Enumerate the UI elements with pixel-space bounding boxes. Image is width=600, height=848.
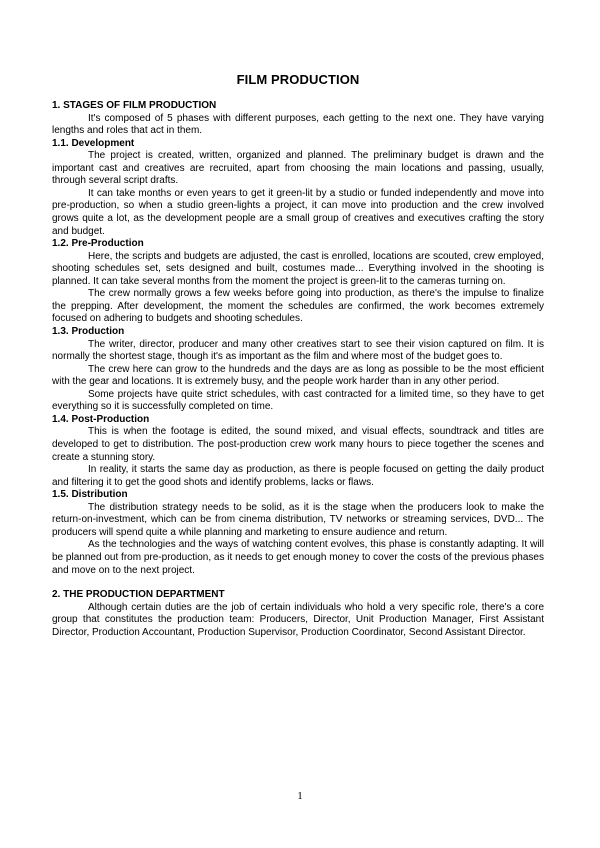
section-heading: 2. THE PRODUCTION DEPARTMENT: [52, 589, 225, 601]
subsection-heading-production: 1.3. Production: [52, 325, 125, 337]
paragraph: It's composed of 5 phases with different purposes, each getting to the next one. They have varying lengths and roles that act in them.: [52, 112, 544, 137]
section-spacer: [52, 577, 544, 589]
paragraph: In reality, it starts the same day as production, as there is people focused on getting the daily product and filtering it to get the good shots and identify problems, lacks or flaws.: [52, 464, 544, 488]
subsection-heading-pre-production: 1.2. Pre-Production: [52, 238, 144, 250]
paragraph: Although certain duties are the job of certain individuals who hold a very specific role, there's a core group that constitutes the production team: Producers, Director, Unit Production Manager, First Assistant Director, Production Accountant, Production Supervisor, Production Coordinator, Second Assistant Director.: [52, 601, 544, 638]
section-heading: 1. STAGES OF FILM PRODUCTION: [52, 100, 217, 111]
paragraph: Here, the scripts and budgets are adjusted, the cast is enrolled, locations are scouted, crew employed, shooting schedules set, sets designed and built, costumes made... Everything involved in the shooting is planned. It can take several months from the moment the project is green-lit to the cameras turning on.: [52, 250, 544, 287]
paragraph: This is when the footage is edited, the sound mixed, and visual effects, soundtrack and titles are developed to get to distribution. The post-production crew work many hours to piece together the scenes and create a stunning story.: [52, 426, 544, 463]
subsection-heading-post-production: 1.4. Post-Production: [52, 413, 150, 425]
paragraph: The project is created, written, organized and planned. The preliminary budget is drawn and the important cast and creatives are recruited, apart from choosing the main locations and passing, usually, through several script drafts.: [52, 150, 544, 187]
subsection-heading-distribution: 1.5. Distribution: [52, 489, 128, 501]
paragraph: The distribution strategy needs to be solid, as it is the stage when the producers look to make the return-on-investment, which can be from cinema distribution, TV networks or streaming services, DVD... The producers will spend quite a while planning and marketing to ensure audience and return.: [52, 501, 544, 538]
paragraph: It can take months or even years to get it green-lit by a studio or funded independently and move into pre-production, so when a studio green-lights a project, it can move into production and the crew involved grows quite a lot, as the development people are a small group of creatives and executives crafting the story and budget.: [52, 187, 544, 237]
section-production-department: [52, 589, 544, 639]
paragraph: As the technologies and the ways of watching content evolves, this phase is constantly adapting. It will be planned out from pre-production, as it needs to get enough money to cover the costs of the previous phases and move on to the next project.: [52, 539, 544, 576]
paragraph: Some projects have quite strict schedules, with cast contracted for a limited time, so they have to get everything so it is successfully completed on time.: [52, 388, 544, 413]
page-number: 1: [297, 790, 303, 802]
subsection-heading-development: 1.1. Development: [52, 137, 135, 149]
page-title: FILM PRODUCTION: [236, 72, 360, 87]
paragraph: The crew here can grow to the hundreds and the days are as long as possible to be the most efficient with the gear and locations. It is extremely busy, and the people work harder than in any other period.: [52, 363, 544, 388]
paragraph: The writer, director, producer and many other creatives start to see their vision captured on film. It is normally the shortest stage, though it's as important as the film and where most of the budget goes to.: [52, 338, 544, 363]
section-stages: [52, 100, 544, 577]
document-page: [52, 72, 544, 639]
paragraph: The crew normally grows a few weeks before going into production, as there's the impulse to finalize the prepping. After development, the moment the schedules are confirmed, the work becomes extremely focused on adhering to budgets and shooting schedules.: [52, 288, 544, 325]
